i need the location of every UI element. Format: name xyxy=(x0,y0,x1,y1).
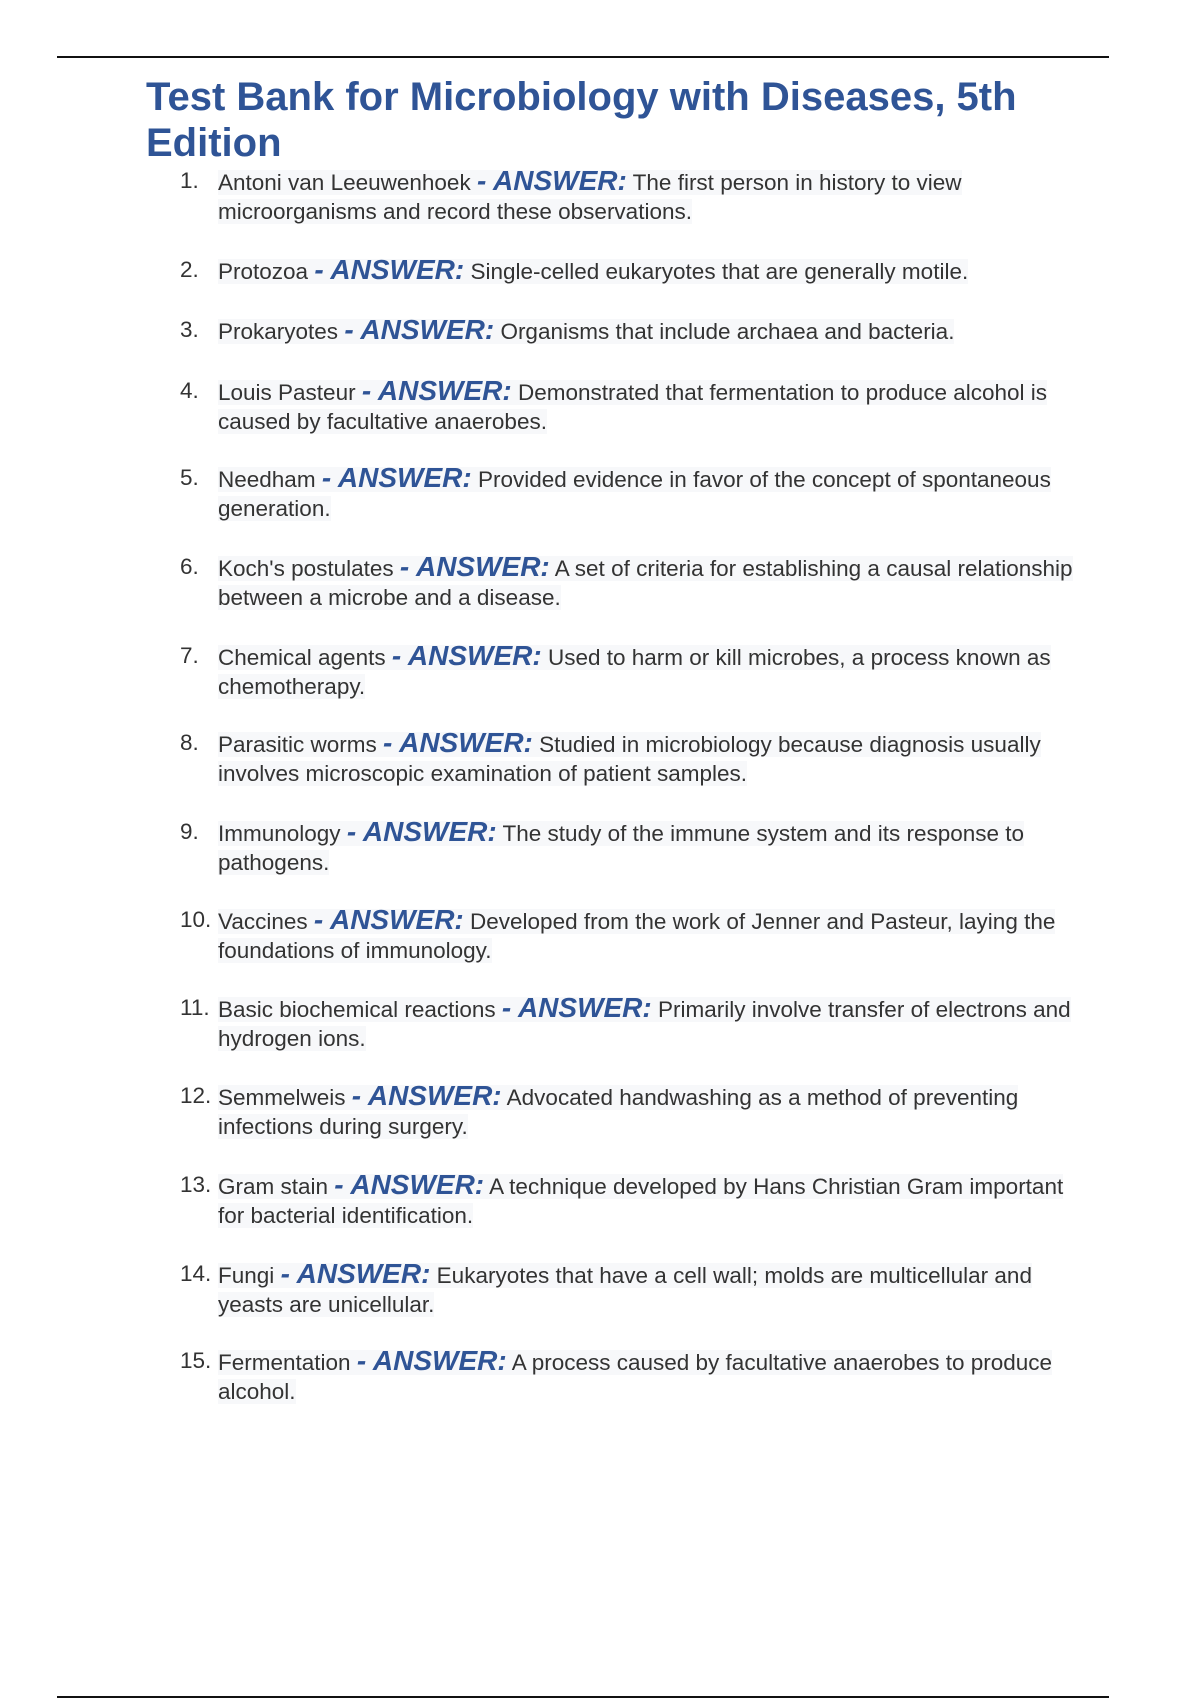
item-definition: Primarily involve transfer of electrons and hydrogen ions. xyxy=(218,997,1071,1051)
item-number: 6. xyxy=(180,554,199,579)
item-number: 13. xyxy=(180,1172,212,1197)
answer-label: - ANSWER: xyxy=(346,816,497,847)
answer-label: - ANSWER: xyxy=(356,1345,507,1376)
answer-label: - ANSWER: xyxy=(383,727,533,758)
qa-item xyxy=(180,993,1090,1053)
item-definition: The first person in history to view microorganisms and record these observations. xyxy=(218,170,962,224)
qa-item xyxy=(180,1081,1090,1141)
item-term: Antoni van Leeuwenhoek xyxy=(218,170,471,195)
item-term: Vaccines xyxy=(218,909,308,934)
item-number: 11. xyxy=(180,995,210,1020)
item-number: 12. xyxy=(180,1083,212,1108)
item-term: Immunology xyxy=(218,821,341,846)
item-number: 8. xyxy=(180,730,199,755)
item-definition: Used to harm or kill microbes, a process known as chemotherapy. xyxy=(218,645,1051,699)
item-number: 10. xyxy=(180,907,212,932)
item-number: 5. xyxy=(180,465,199,490)
item-definition: A set of criteria for establishing a causal relationship between a microbe and a disease. xyxy=(218,556,1073,610)
qa-item xyxy=(180,255,1090,286)
qa-item xyxy=(180,905,1090,965)
item-definition: Studied in microbiology because diagnosis usually involves microscopic examination of patient samples. xyxy=(218,732,1041,786)
top-rule xyxy=(57,56,1109,58)
item-term: Semmelweis xyxy=(218,1085,346,1110)
answer-label: - ANSWER: xyxy=(391,640,542,671)
item-term: Parasitic worms xyxy=(218,732,377,757)
answer-label: - ANSWER: xyxy=(344,314,495,345)
qa-item xyxy=(180,376,1090,436)
item-term: Koch's postulates xyxy=(218,556,394,581)
answer-label: - ANSWER: xyxy=(321,462,472,493)
answer-label: - ANSWER: xyxy=(501,992,652,1023)
item-definition: A technique developed by Hans Christian Gram important for bacterial identification. xyxy=(218,1174,1064,1228)
answer-label: - ANSWER: xyxy=(313,904,464,935)
item-definition: Demonstrated that fermentation to produce alcohol is caused by facultative anaerobes. xyxy=(218,380,1048,434)
item-term: Fungi xyxy=(218,1263,275,1288)
item-definition: Provided evidence in favor of the concept of spontaneous generation. xyxy=(218,467,1051,521)
answer-label: - ANSWER: xyxy=(334,1169,485,1200)
answer-label: - ANSWER: xyxy=(351,1080,502,1111)
item-number: 1. xyxy=(180,168,199,193)
qa-item xyxy=(180,1170,1090,1230)
item-number: 14. xyxy=(180,1261,212,1286)
item-number: 15. xyxy=(180,1348,212,1373)
item-number: 4. xyxy=(180,378,199,403)
item-term: Gram stain xyxy=(218,1174,329,1199)
qa-item xyxy=(180,463,1090,523)
item-term: Needham xyxy=(218,467,316,492)
qa-item xyxy=(180,1346,1090,1406)
qa-item xyxy=(180,1259,1090,1319)
page-title: Test Bank for Microbiology with Diseases, 5th Edition xyxy=(146,75,1017,165)
item-definition: Advocated handwashing as a method of preventing infections during surgery. xyxy=(218,1085,1019,1139)
item-definition: Organisms that include archaea and bacteria. xyxy=(500,319,955,344)
item-definition: A process caused by facultative anaerobes to produce alcohol. xyxy=(218,1350,1053,1404)
answer-label: - ANSWER: xyxy=(280,1258,431,1289)
answer-label: - ANSWER: xyxy=(399,551,550,582)
item-term: Chemical agents xyxy=(218,645,386,670)
item-number: 3. xyxy=(180,317,199,342)
item-term: Protozoa xyxy=(218,259,309,284)
item-definition: Developed from the work of Jenner and Pasteur, laying the foundations of immunology. xyxy=(218,909,1056,963)
item-definition: Single-celled eukaryotes that are generally motile. xyxy=(470,259,969,284)
item-term: Louis Pasteur xyxy=(218,380,356,405)
item-definition: Eukaryotes that have a cell wall; molds are multicellular and yeasts are unicellular. xyxy=(218,1263,1032,1317)
answer-label: - ANSWER: xyxy=(314,254,465,285)
item-term: Fermentation xyxy=(218,1350,351,1375)
qa-item xyxy=(180,552,1090,612)
qa-item xyxy=(180,728,1090,788)
qa-item xyxy=(180,817,1090,877)
answer-label: - ANSWER: xyxy=(361,375,512,406)
item-number: 7. xyxy=(180,643,199,668)
qa-item xyxy=(180,641,1090,701)
item-term: Prokaryotes xyxy=(218,319,339,344)
qa-item xyxy=(180,166,1090,226)
item-number: 9. xyxy=(180,819,199,844)
item-term: Basic biochemical reactions xyxy=(218,997,496,1022)
item-number: 2. xyxy=(180,257,199,282)
item-definition: The study of the immune system and its response to pathogens. xyxy=(218,821,1025,875)
answer-label: - ANSWER: xyxy=(476,165,627,196)
qa-item xyxy=(180,315,1090,346)
bottom-rule xyxy=(57,1696,1109,1698)
